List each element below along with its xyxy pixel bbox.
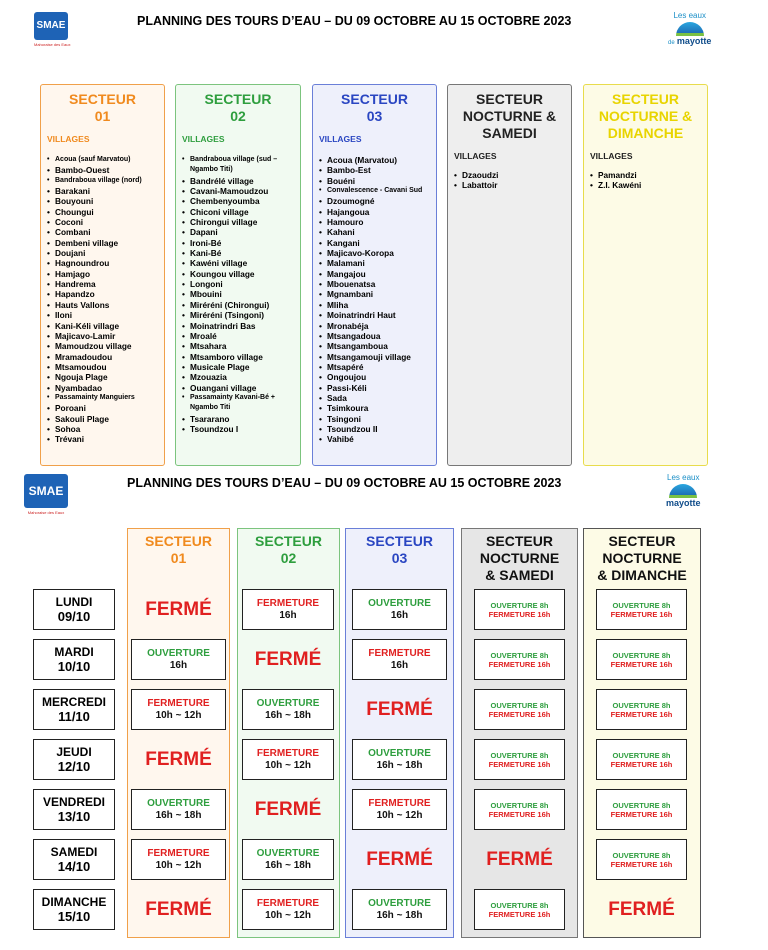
column-heading-line: NOCTURNE	[602, 550, 682, 566]
column-heading-line: 03	[391, 550, 408, 566]
schedule-cell-night	[596, 689, 687, 730]
schedule-column-heading	[346, 533, 453, 567]
schedule-cell-ouverture	[242, 839, 334, 880]
village-item: • Ironi-Bé	[182, 238, 294, 248]
column-heading-line: & DIMANCHE	[597, 567, 687, 583]
time-range: 10h ~ 12h	[155, 709, 202, 721]
close-time: FERMETURE 16h	[610, 709, 673, 719]
close-time: FERMETURE 16h	[488, 809, 551, 819]
sector-03-card	[312, 84, 437, 466]
sector-nocturne-samedi-card	[447, 84, 572, 466]
schedule-cell-closed	[242, 639, 334, 680]
fermeture-label: FERMETURE	[256, 897, 320, 909]
day-date: 09/10	[57, 609, 91, 624]
schedule-cell-night	[474, 789, 565, 830]
schedule-cell-ouverture	[352, 889, 447, 930]
village-item: • Tsoundzou II	[319, 424, 430, 434]
village-item: • Acoua (Marvatou)	[319, 155, 430, 165]
village-item: • Handrema	[47, 279, 158, 289]
schedule-cell-night	[474, 889, 565, 930]
fermeture-label: FERMETURE	[147, 697, 210, 709]
village-item: • Mronabéja	[319, 321, 430, 331]
day-label	[33, 889, 115, 930]
schedule-cell-closed	[131, 589, 226, 630]
open-time: OUVERTURE 8h	[612, 800, 671, 810]
schedule-cell-fermeture	[242, 589, 334, 630]
village-item: • Poroani	[47, 403, 158, 413]
fermeture-label: FERMETURE	[256, 597, 320, 609]
schedule-cell-fermeture	[131, 839, 226, 880]
village-item: • Chembenyoumba	[182, 196, 294, 206]
schedule-cell-ouverture	[352, 589, 447, 630]
column-heading-line: SECTEUR	[145, 533, 212, 549]
column-heading-line: SECTEUR	[366, 533, 433, 549]
column-heading-line: 02	[280, 550, 297, 566]
village-list	[182, 155, 294, 434]
column-heading-line: SECTEUR	[255, 533, 322, 549]
day-name: SAMEDI	[50, 845, 98, 859]
village-item: • Convalescence - Cavani Sud	[319, 186, 430, 196]
day-name: MARDI	[54, 645, 94, 659]
schedule-cell-night	[474, 589, 565, 630]
open-time: OUVERTURE 8h	[490, 700, 549, 710]
column-heading-line: & SAMEDI	[485, 567, 554, 583]
eaux-mayotte-logo	[668, 12, 711, 46]
time-range: 16h ~ 18h	[376, 759, 423, 771]
time-range: 16h	[279, 609, 297, 621]
schedule-cell-night	[596, 739, 687, 780]
village-item: • Dapani	[182, 227, 294, 237]
villages-label: VILLAGES	[454, 151, 497, 161]
open-time: OUVERTURE 8h	[612, 650, 671, 660]
close-time: FERMETURE 16h	[488, 609, 551, 619]
village-item: • Vahibé	[319, 434, 430, 444]
sector-nocturne-dimanche-card	[583, 84, 708, 466]
time-range: 16h ~ 18h	[155, 809, 202, 821]
open-time: OUVERTURE 8h	[490, 800, 549, 810]
village-item: • Labattoir	[454, 180, 565, 190]
open-time: OUVERTURE 8h	[490, 650, 549, 660]
sector-heading-line: 02	[230, 108, 246, 124]
village-item: • Choungui	[47, 207, 158, 217]
schedule-cell-night	[596, 589, 687, 630]
schedule-cell-fermeture	[352, 789, 447, 830]
village-item: • Mliha	[319, 300, 430, 310]
ouverture-label: OUVERTURE	[368, 597, 431, 609]
village-item: • Longoni	[182, 279, 294, 289]
village-item: • Acoua (sauf Marvatou)	[47, 155, 158, 165]
village-item: • Mangajou	[319, 269, 430, 279]
closed-label: FERMÉ	[366, 848, 433, 870]
day-date: 10/10	[57, 659, 91, 674]
village-list	[590, 170, 701, 191]
schedule-cell-night	[596, 789, 687, 830]
open-time: OUVERTURE 8h	[612, 600, 671, 610]
schedule-cell-night	[474, 689, 565, 730]
schedule-cell-fermeture	[242, 739, 334, 780]
open-time: OUVERTURE 8h	[490, 750, 549, 760]
schedule-cell-ouverture	[131, 639, 226, 680]
village-item: • Bambo-Est	[319, 165, 430, 175]
village-item: • Kahani	[319, 227, 430, 237]
sector-heading-line: SAMEDI	[482, 125, 537, 141]
close-time: FERMETURE 16h	[488, 909, 551, 919]
eaux-mayotte-logo-top: Les eaux	[667, 473, 700, 482]
village-item: • Dembeni village	[47, 238, 158, 248]
closed-label: FERMÉ	[254, 798, 322, 820]
eaux-mayotte-logo-de: de	[668, 40, 675, 46]
sector-heading-line: SECTEUR	[476, 91, 543, 107]
village-item: • Hajangoua	[319, 207, 430, 217]
village-item: • Mtsapéré	[319, 362, 430, 372]
villages-label: VILLAGES	[47, 134, 90, 144]
day-date: 15/10	[57, 909, 91, 924]
day-date: 13/10	[57, 809, 91, 824]
day-label	[33, 789, 115, 830]
closed-label: FERMÉ	[608, 898, 675, 920]
village-item: • Malamani	[319, 258, 430, 268]
sector-nocturne-samedi-heading	[454, 91, 565, 142]
village-item: • Mtsangadoua	[319, 331, 430, 341]
closed-label: FERMÉ	[145, 898, 212, 920]
time-range: 16h ~ 18h	[376, 909, 423, 921]
ouverture-label: OUVERTURE	[368, 897, 431, 909]
sector-heading-line: SECTEUR	[612, 91, 679, 107]
ouverture-label: OUVERTURE	[147, 647, 210, 659]
close-time: FERMETURE 16h	[610, 759, 673, 769]
village-item: • Ouangani village	[182, 383, 294, 393]
village-item: • Moinatrindri Bas	[182, 321, 294, 331]
village-item: • Sohoa	[47, 424, 158, 434]
column-heading-line: 01	[170, 550, 187, 566]
sector-03-heading	[319, 91, 430, 125]
village-item: • Mamoudzou village	[47, 341, 158, 351]
water-drop-icon	[669, 484, 697, 498]
village-item: • Tsoundzou I	[182, 424, 294, 434]
village-item: • Pamandzi	[590, 170, 701, 180]
village-item: • Doujani	[47, 248, 158, 258]
sector-nocturne-dimanche-heading	[590, 91, 701, 142]
village-item: • Kawéni village	[182, 258, 294, 268]
sector-heading-line: NOCTURNE &	[462, 108, 557, 124]
sector-heading-line: 03	[366, 108, 383, 124]
smae-logo-mark: SMAE	[24, 474, 68, 508]
column-heading-line: SECTEUR	[608, 533, 676, 549]
sector-heading-line: SECTEUR	[341, 91, 408, 107]
day-name: LUNDI	[55, 595, 93, 609]
close-time: FERMETURE 16h	[610, 809, 673, 819]
time-range: 16h ~ 18h	[265, 859, 311, 871]
village-item: • Barakani	[47, 186, 158, 196]
eaux-mayotte-logo-bottom: mayotte	[666, 498, 701, 508]
village-item: • Hagnoundrou	[47, 258, 158, 268]
schedule-cell-fermeture	[131, 689, 226, 730]
time-range: 16h	[390, 609, 409, 621]
water-drop-icon	[676, 22, 704, 36]
village-item: • Mgnambani	[319, 289, 430, 299]
village-item: • Miréréni (Chirongui)	[182, 300, 294, 310]
sector-heading-line: DIMANCHE	[607, 125, 684, 141]
day-label	[33, 639, 115, 680]
ouverture-label: OUVERTURE	[368, 747, 431, 759]
village-item: • Z.I. Kawéni	[590, 180, 701, 190]
fermeture-label: FERMETURE	[256, 747, 320, 759]
ouverture-label: OUVERTURE	[147, 797, 210, 809]
time-range: 10h ~ 12h	[265, 909, 311, 921]
fermeture-label: FERMETURE	[368, 647, 431, 659]
time-range: 16h ~ 18h	[265, 709, 311, 721]
day-label	[33, 689, 115, 730]
village-item: • Nyambadao	[47, 383, 158, 393]
village-item: • Hauts Vallons	[47, 300, 158, 310]
smae-logo-tagline: Mahoraise des Eaux	[27, 510, 65, 515]
village-item: • Bouyouni	[47, 196, 158, 206]
schedule-column-heading	[128, 533, 229, 567]
close-time: FERMETURE 16h	[488, 759, 551, 769]
close-time: FERMETURE 16h	[610, 659, 673, 669]
village-item: • Majicavo-Lamir	[47, 331, 158, 341]
day-name: VENDREDI	[42, 795, 105, 809]
fermeture-label: FERMETURE	[147, 847, 210, 859]
schedule-cell-closed	[596, 889, 687, 930]
village-item: • Mtsahara	[182, 341, 294, 351]
close-time: FERMETURE 16h	[610, 859, 673, 869]
village-item: • Ngouja Plage	[47, 372, 158, 382]
village-item: • Hamjago	[47, 269, 158, 279]
village-item: • Iloni	[47, 310, 158, 320]
village-item: • Hapandzo	[47, 289, 158, 299]
closed-label: FERMÉ	[366, 698, 433, 720]
village-item: • Mbouenatsa	[319, 279, 430, 289]
village-item: • Dzoumogné	[319, 196, 430, 206]
villages-label: VILLAGES	[319, 134, 362, 144]
schedule-column-heading	[584, 533, 700, 584]
schedule-cell-closed	[352, 689, 447, 730]
time-range: 10h ~ 12h	[265, 759, 311, 771]
time-range: 16h	[390, 659, 409, 671]
open-time: OUVERTURE 8h	[612, 850, 671, 860]
close-time: FERMETURE 16h	[488, 709, 551, 719]
sector-01-card	[40, 84, 165, 466]
village-item: • Mtsangamouji village	[319, 352, 430, 362]
village-item: • Passi-Kéli	[319, 383, 430, 393]
time-range: 16h	[169, 659, 188, 671]
open-time: OUVERTURE 8h	[490, 900, 549, 910]
sector-02-heading	[182, 91, 294, 125]
village-item: • Miréréni (Tsingoni)	[182, 310, 294, 320]
open-time: OUVERTURE 8h	[490, 600, 549, 610]
village-item: • Mroalé	[182, 331, 294, 341]
day-name: JEUDI	[56, 745, 92, 759]
village-item: • Passamainty Kavani-Bé + Ngambo Titi	[182, 393, 294, 414]
village-item: • Tsararano	[182, 414, 294, 424]
village-item: • Bandraboua village (sud – Ngambo Titi)	[182, 155, 294, 176]
eaux-mayotte-logo-top: Les eaux	[673, 11, 706, 20]
village-item: • Koungou village	[182, 269, 294, 279]
close-time: FERMETURE 16h	[610, 609, 673, 619]
day-label	[33, 839, 115, 880]
village-item: • Dzaoudzi	[454, 170, 565, 180]
closed-label: FERMÉ	[254, 648, 322, 670]
schedule-cell-fermeture	[352, 639, 447, 680]
day-date: 14/10	[57, 859, 91, 874]
closed-label: FERMÉ	[145, 598, 212, 620]
day-date: 11/10	[58, 709, 90, 724]
schedule-cell-ouverture	[242, 689, 334, 730]
village-item: • Trévani	[47, 434, 158, 444]
schedule-cell-closed	[131, 889, 226, 930]
village-item: • Kangani	[319, 238, 430, 248]
close-time: FERMETURE 16h	[488, 659, 551, 669]
village-item: • Mtsangamboua	[319, 341, 430, 351]
village-item: • Kani-Kéli village	[47, 321, 158, 331]
village-item: • Mbouini	[182, 289, 294, 299]
village-item: • Bandrélé village	[182, 176, 294, 186]
smae-logo	[24, 474, 68, 515]
schedule-column-heading	[238, 533, 339, 567]
day-name: DIMANCHE	[41, 895, 107, 909]
schedule-cell-night	[596, 839, 687, 880]
open-time: OUVERTURE 8h	[612, 750, 671, 760]
village-item: • Combani	[47, 227, 158, 237]
page-title: PLANNING DES TOURS D’EAU – DU 09 OCTOBRE AU 15 OCTOBRE 2023	[137, 14, 572, 28]
schedule-cell-ouverture	[352, 739, 447, 780]
village-item: • Mramadoudou	[47, 352, 158, 362]
schedule-cell-closed	[242, 789, 334, 830]
schedule-column-heading	[462, 533, 577, 584]
village-list	[319, 155, 430, 445]
schedule-cell-fermeture	[242, 889, 334, 930]
eaux-mayotte-logo	[666, 474, 701, 508]
village-item: • Tsimkoura	[319, 403, 430, 413]
column-heading-line: SECTEUR	[486, 533, 553, 549]
village-item: • Chiconi village	[182, 207, 294, 217]
village-item: • Bandraboua village (nord)	[47, 176, 158, 186]
schedule-cell-night	[474, 639, 565, 680]
village-list	[454, 170, 565, 191]
ouverture-label: OUVERTURE	[256, 847, 320, 859]
villages-label: VILLAGES	[590, 151, 633, 161]
village-item: • Sada	[319, 393, 430, 403]
sector-heading-line: 01	[94, 108, 111, 124]
time-range: 10h ~ 12h	[376, 809, 423, 821]
village-item: • Hamouro	[319, 217, 430, 227]
time-range: 10h ~ 12h	[155, 859, 202, 871]
village-item: • Kani-Bé	[182, 248, 294, 258]
schedule-cell-night	[596, 639, 687, 680]
village-item: • Mzouazia	[182, 372, 294, 382]
schedule-cell-closed	[131, 739, 226, 780]
village-item: • Passamainty Manguiers	[47, 393, 158, 403]
page-title-2: PLANNING DES TOURS D’EAU – DU 09 OCTOBRE AU 15 OCTOBRE 2023	[127, 476, 562, 490]
day-label	[33, 589, 115, 630]
village-item: • Musicale Plage	[182, 362, 294, 372]
village-item: • Coconi	[47, 217, 158, 227]
village-item: • Moinatrindri Haut	[319, 310, 430, 320]
sector-heading-line: SECTEUR	[204, 91, 272, 107]
column-heading-line: NOCTURNE	[479, 550, 560, 566]
sector-heading-line: SECTEUR	[69, 91, 136, 107]
village-list	[47, 155, 158, 445]
village-item: • Mtsamboro village	[182, 352, 294, 362]
village-item: • Sakouli Plage	[47, 414, 158, 424]
day-date: 12/10	[57, 759, 91, 774]
villages-label: VILLAGES	[182, 134, 225, 144]
village-item: • Bouéni	[319, 176, 430, 186]
smae-logo-tagline: Mahoraise des Eaux	[34, 42, 71, 47]
sector-01-heading	[47, 91, 158, 125]
village-item: • Ongoujou	[319, 372, 430, 382]
village-item: • Majicavo-Koropa	[319, 248, 430, 258]
village-item: • Bambo-Ouest	[47, 165, 158, 175]
smae-logo-mark: SMAE	[34, 12, 68, 40]
schedule-cell-ouverture	[131, 789, 226, 830]
schedule-cell-closed	[352, 839, 447, 880]
closed-label: FERMÉ	[145, 748, 212, 770]
village-item: • Chirongui village	[182, 217, 294, 227]
open-time: OUVERTURE 8h	[612, 700, 671, 710]
ouverture-label: OUVERTURE	[256, 697, 320, 709]
closed-label: FERMÉ	[486, 848, 553, 870]
day-label	[33, 739, 115, 780]
fermeture-label: FERMETURE	[368, 797, 431, 809]
sector-heading-line: NOCTURNE &	[598, 108, 693, 124]
village-item: • Cavani-Mamoudzou	[182, 186, 294, 196]
sector-02-card	[175, 84, 301, 466]
village-item: • Mtsamoudou	[47, 362, 158, 372]
schedule-cell-closed	[474, 839, 565, 880]
smae-logo	[34, 12, 70, 47]
village-item: • Tsingoni	[319, 414, 430, 424]
day-name: MERCREDI	[41, 695, 106, 709]
eaux-mayotte-logo-bottom: mayotte	[676, 36, 712, 46]
schedule-cell-night	[474, 739, 565, 780]
